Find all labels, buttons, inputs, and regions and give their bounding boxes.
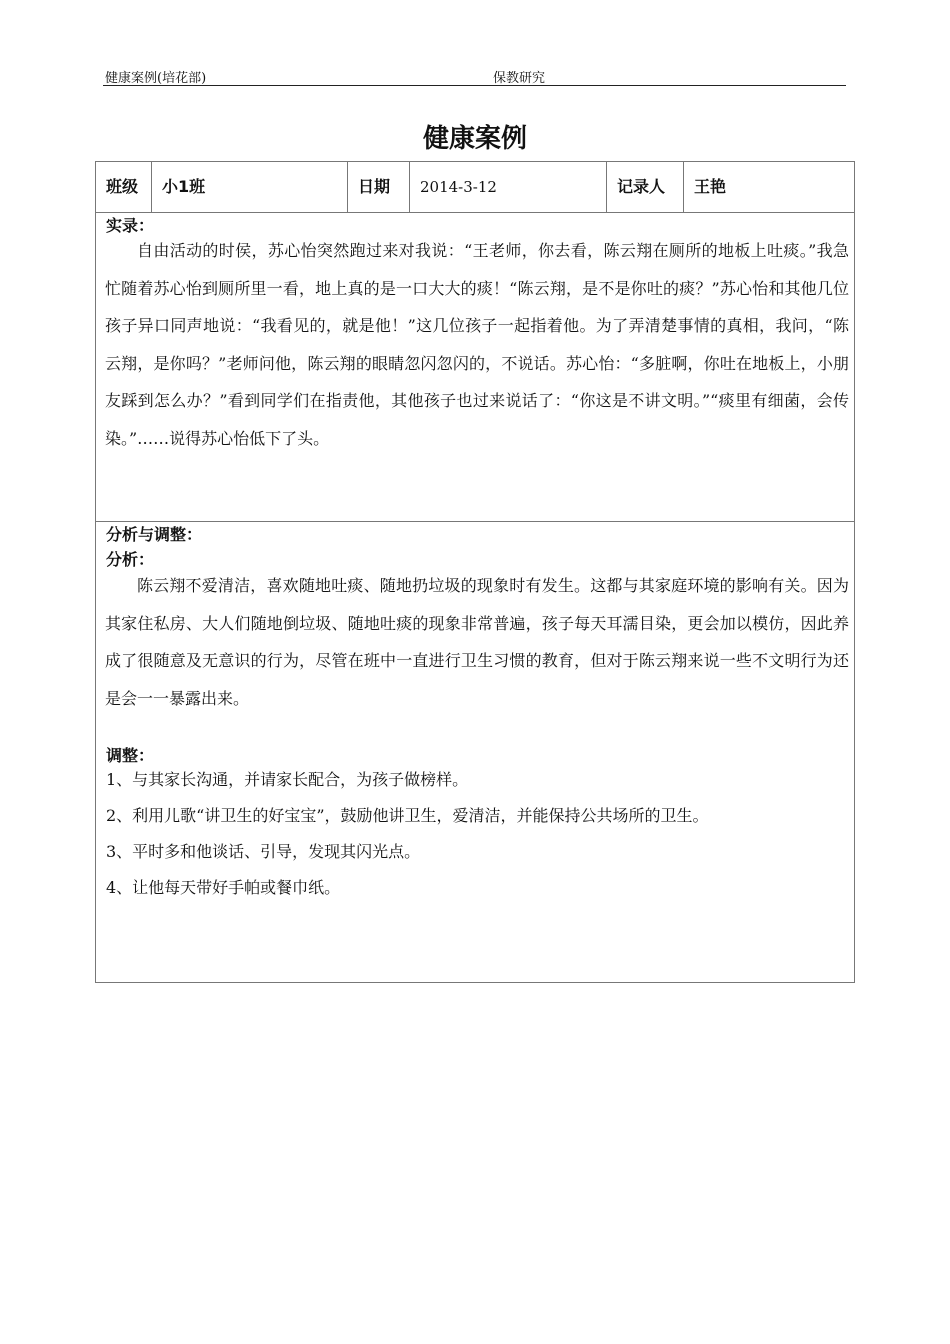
date-value: 2014-3-12 <box>410 162 607 212</box>
analysis-label: 分析： <box>106 550 155 569</box>
class-value: 小1班 <box>152 162 348 212</box>
date-label: 日期 <box>348 162 410 212</box>
analysis-text: 陈云翔不爱清洁，喜欢随地吐痰、随地扔垃圾的现象时有发生。这都与其家庭环境的影响有关。因为其家住私房、大人们随地倒垃圾、随地吐痰的现象非常普遍，孩子每天耳濡目染，更会加以模仿，因此养成了很随意及无意识的行为，尽管在班中一直进行卫生习惯的教育，但对于陈云翔来说一些不文明行为还是会一一暴露出来。 <box>105 576 849 708</box>
class-label: 班级 <box>96 162 152 212</box>
adjust-item: 2、利用儿歌“讲卫生的好宝宝”，鼓励他讲卫生，爱清洁，并能保持公共场所的卫生。 <box>106 806 709 825</box>
recorder-label: 记录人 <box>607 162 684 212</box>
adjust-label: 调整： <box>106 746 155 765</box>
header-divider <box>103 85 846 86</box>
record-text: 自由活动的时侯，苏心怡突然跑过来对我说：“王老师，你去看，陈云翔在厕所的地板上吐痰。”我急忙随着苏心怡到厕所里一看，地上真的是一口大大的痰！“陈云翔，是不是你吐的痰？”苏心怡和其他几位孩子异口同声地说：“我看见的，就是他！”这几位孩子一起指着他。为了弄清楚事情的真相，我问，“陈云翔，是你吗？”老师问他，陈云翔的眼睛忽闪忽闪的，不说话。苏心怡：“多脏啊，你吐在地板上，小朋友踩到怎么办？”看到同学们在指责他，其他孩子也过来说话了：“你这是不讲文明。”“痰里有细菌，会传染。”……说得苏心怡低下了头。 <box>105 241 849 448</box>
analysis-section <box>96 522 854 982</box>
case-table <box>95 161 855 983</box>
recorder-value: 王艳 <box>694 177 727 196</box>
adjust-item: 1、与其家长沟通，并请家长配合，为孩子做榜样。 <box>106 770 469 789</box>
adjust-item: 4、让他每天带好手帕或餐巾纸。 <box>106 878 341 897</box>
header-left-text: 健康案例(培花部) <box>105 71 207 86</box>
header-center-text: 保教研究 <box>493 71 546 86</box>
record-label: 实录： <box>106 216 155 235</box>
page-title: 健康案例 <box>422 124 527 154</box>
adjust-item: 3、平时多和他谈话、引导，发现其闪光点。 <box>106 842 421 861</box>
record-section <box>96 212 854 522</box>
analysis-section-label: 分析与调整： <box>106 525 203 544</box>
info-row <box>96 162 854 213</box>
